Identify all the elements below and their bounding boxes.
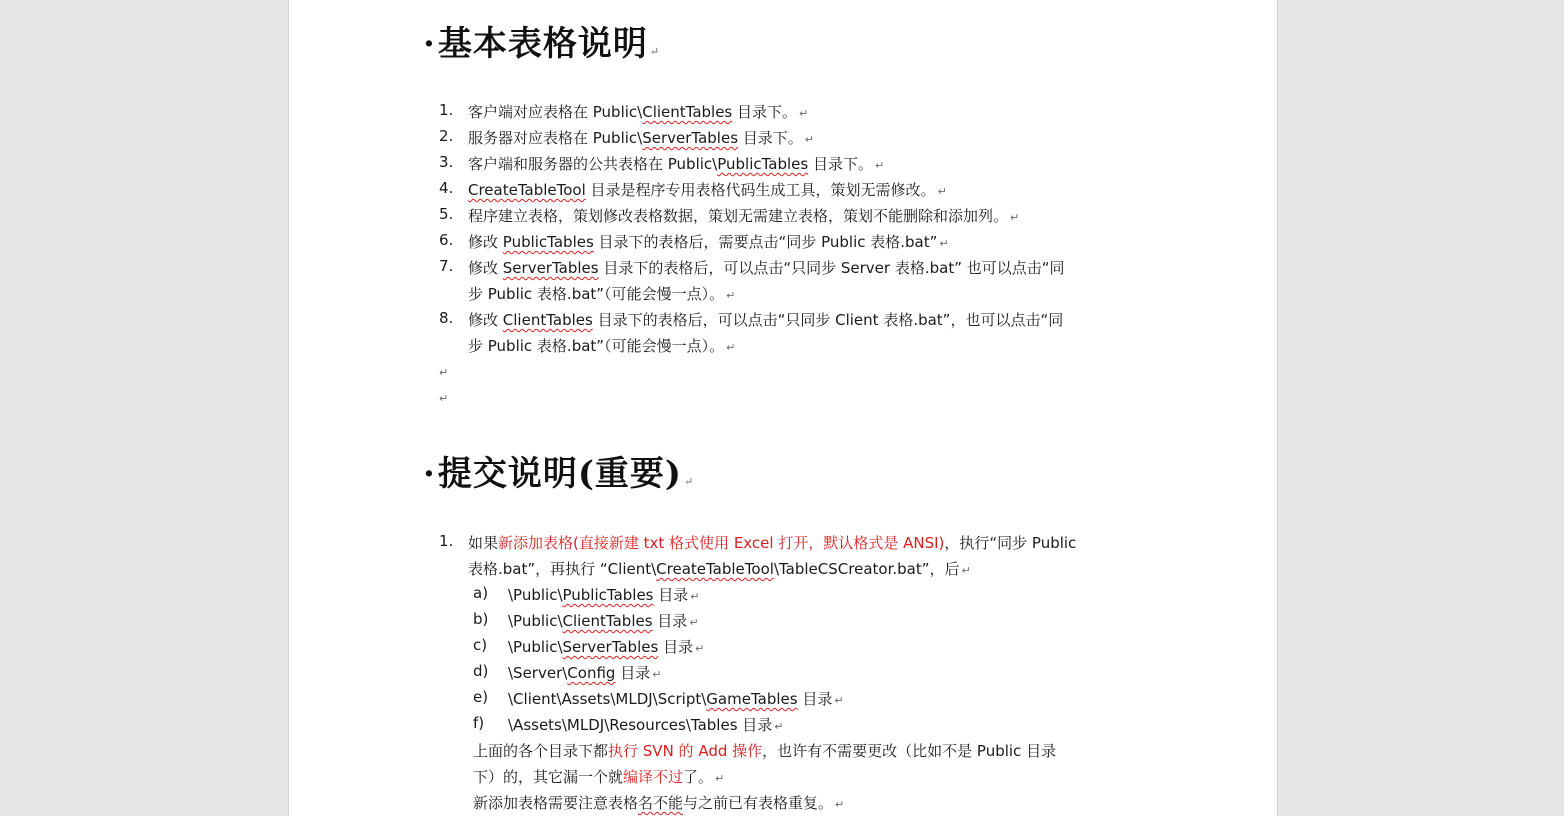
paragraph-mark: ↵ [875, 159, 885, 172]
sub-list-letter: f) [473, 714, 485, 732]
paragraph-mark: ↵ [939, 237, 949, 250]
paragraph-mark: ↵ [652, 668, 662, 681]
empty-paragraph [437, 362, 448, 380]
empty-paragraph [437, 388, 448, 406]
sub-list-item [508, 584, 700, 605]
paragraph-mark: ↵ [726, 289, 736, 302]
spellcheck-word: PublicTables [717, 155, 809, 173]
text-run: 目录下。 [738, 129, 803, 147]
text-run: 程序建立表格，策划修改表格数据，策划无需建立表格，策划不能删除和添加列。 [468, 207, 1009, 225]
list-number: 4. [439, 179, 454, 197]
text-run: \Server\ [508, 664, 568, 682]
highlighted-text: 编译不过 [623, 768, 684, 786]
spellcheck-word: ClientTables [642, 103, 733, 121]
sub-list-letter: b) [473, 610, 489, 628]
text-run: \Public\ [508, 612, 563, 630]
spellcheck-word: ServerTables [642, 129, 739, 147]
text-run: \Public\ [508, 638, 563, 656]
text-run: 目录 [615, 664, 651, 682]
sub-list-letter: e) [473, 688, 489, 706]
paragraph-mark: ↵ [715, 772, 725, 785]
section-heading-basic-tables [423, 16, 660, 65]
list-item-continuation [468, 283, 735, 304]
list-item [468, 127, 814, 148]
heading-text: 基本表格说明 [437, 24, 648, 64]
list-item [468, 205, 1019, 226]
heading-bullet: · [423, 454, 436, 494]
list-item [468, 309, 1063, 330]
text-run: 客户端对应表格在 Public\ [468, 103, 643, 121]
text-run: 与之前已有表格重复。 [683, 794, 834, 812]
text-run: 步 Public 表格.bat”（可能会慢一点）。 [468, 337, 725, 355]
text-run: 修改 [468, 311, 503, 329]
heading-bullet: · [423, 24, 436, 64]
sub-list-item [508, 636, 704, 657]
text-run: \Assets\MLDJ\Resources\Tables [508, 716, 738, 734]
list-number: 1. [439, 101, 454, 119]
list-item [468, 257, 1065, 278]
note-line [473, 740, 1056, 761]
text-run: \TableCSCreator.bat”，后 [773, 560, 960, 578]
paragraph-mark: ↵ [937, 185, 947, 198]
spellcheck-word: ClientTables [502, 311, 593, 329]
spellcheck-word: PublicTables [562, 586, 654, 604]
text-run: 如果 [468, 534, 499, 552]
paragraph-mark: ↵ [439, 392, 449, 405]
text-run: 目录是程序专用表格代码生成工具，策划无需修改。 [585, 181, 936, 199]
highlighted-text: 新添加表格(直接新建 txt 格式使用 Excel 打开，默认格式是 ANSI) [498, 534, 945, 552]
list-item-continuation [468, 558, 971, 579]
sub-list-letter: a) [473, 584, 489, 602]
note-line [473, 792, 844, 813]
spellcheck-word: ServerTables [502, 259, 599, 277]
text-run: 客户端和服务器的公共表格在 Public\ [468, 155, 718, 173]
list-number: 1. [439, 532, 454, 550]
paragraph-mark: ↵ [439, 366, 449, 379]
note-line [473, 766, 724, 787]
spellcheck-word: CreateTableTool [656, 560, 774, 578]
paragraph-mark: ↵ [695, 642, 705, 655]
list-number: 5. [439, 205, 454, 223]
paragraph-mark: ↵ [799, 107, 809, 120]
paragraph-mark: ↵ [689, 616, 699, 629]
spellcheck-word: PublicTables [502, 233, 594, 251]
paragraph-mark: ↵ [774, 720, 784, 733]
paragraph-mark: ↵ [834, 694, 844, 707]
list-item [468, 179, 947, 200]
spellcheck-word: 名不能 [638, 794, 684, 812]
list-item-continuation [468, 335, 735, 356]
text-run: 目录下的表格后，可以点击“只同步 Server 表格.bat” 也可以点击“同 [598, 259, 1065, 277]
paragraph-mark: ↵ [684, 475, 695, 488]
list-item [468, 153, 884, 174]
paragraph-mark: ↵ [961, 564, 971, 577]
spellcheck-word: GameTables [706, 690, 798, 708]
list-number: 7. [439, 257, 454, 275]
paragraph-mark: ↵ [649, 45, 661, 58]
spellcheck-word: ServerTables [562, 638, 659, 656]
text-run: 目录下。 [732, 103, 798, 121]
text-run: 服务器对应表格在 Public\ [468, 129, 643, 147]
sub-list-item [508, 662, 661, 683]
text-run: 目录下。 [808, 155, 873, 173]
list-number: 3. [439, 153, 454, 171]
text-run: 步 Public 表格.bat”（可能会慢一点）。 [468, 285, 725, 303]
sub-list-item [508, 610, 699, 631]
text-run: 目录 [658, 638, 694, 656]
spellcheck-word: ClientTables [562, 612, 653, 630]
heading-text: 提交说明(重要) [437, 454, 683, 494]
text-run: 表格.bat”，再执行 “Client\ [468, 560, 657, 578]
list-number: 8. [439, 309, 454, 327]
text-run: 目录下的表格后，可以点击“只同步 Client 表格.bat”，也可以点击“同 [592, 311, 1064, 329]
list-number: 6. [439, 231, 454, 249]
text-run: 目录下的表格后，需要点击“同步 Public 表格.bat” [593, 233, 938, 251]
text-run: 目录 [737, 716, 773, 734]
text-run: ，也许有不需要更改（比如不是 Public 目录 [762, 742, 1057, 760]
list-item [468, 231, 949, 252]
text-run: 修改 [468, 259, 503, 277]
text-run: \Public\ [508, 586, 563, 604]
list-number: 2. [439, 127, 454, 145]
paragraph-mark: ↵ [804, 133, 815, 146]
sub-list-letter: d) [473, 662, 489, 680]
document-page [288, 0, 1278, 816]
text-run: ，执行“同步 Public [944, 534, 1077, 552]
text-run: 了。 [683, 768, 714, 786]
text-run: 目录 [652, 612, 688, 630]
text-run: 目录 [653, 586, 689, 604]
text-run: \Client\Assets\MLDJ\Script\ [508, 690, 707, 708]
list-item [468, 101, 808, 122]
paragraph-mark: ↵ [726, 341, 736, 354]
paragraph-mark: ↵ [835, 798, 845, 811]
spellcheck-word: Config [567, 664, 616, 682]
highlighted-text: 执行 SVN 的 Add 操作 [608, 742, 763, 760]
text-run: 下）的，其它漏一个就 [473, 768, 624, 786]
section-heading-commit [423, 446, 694, 495]
spellcheck-word: CreateTableTool [468, 181, 586, 199]
text-run: 修改 [468, 233, 503, 251]
text-run: 上面的各个目录下都 [473, 742, 609, 760]
sub-list-item [508, 714, 784, 735]
paragraph-mark: ↵ [690, 590, 700, 603]
text-run: 新添加表格需要注意表格 [473, 794, 639, 812]
text-run: 目录 [797, 690, 833, 708]
paragraph-mark: ↵ [1010, 211, 1020, 224]
list-item [468, 532, 1076, 553]
sub-list-letter: c) [473, 636, 488, 654]
sub-list-item [508, 688, 844, 709]
